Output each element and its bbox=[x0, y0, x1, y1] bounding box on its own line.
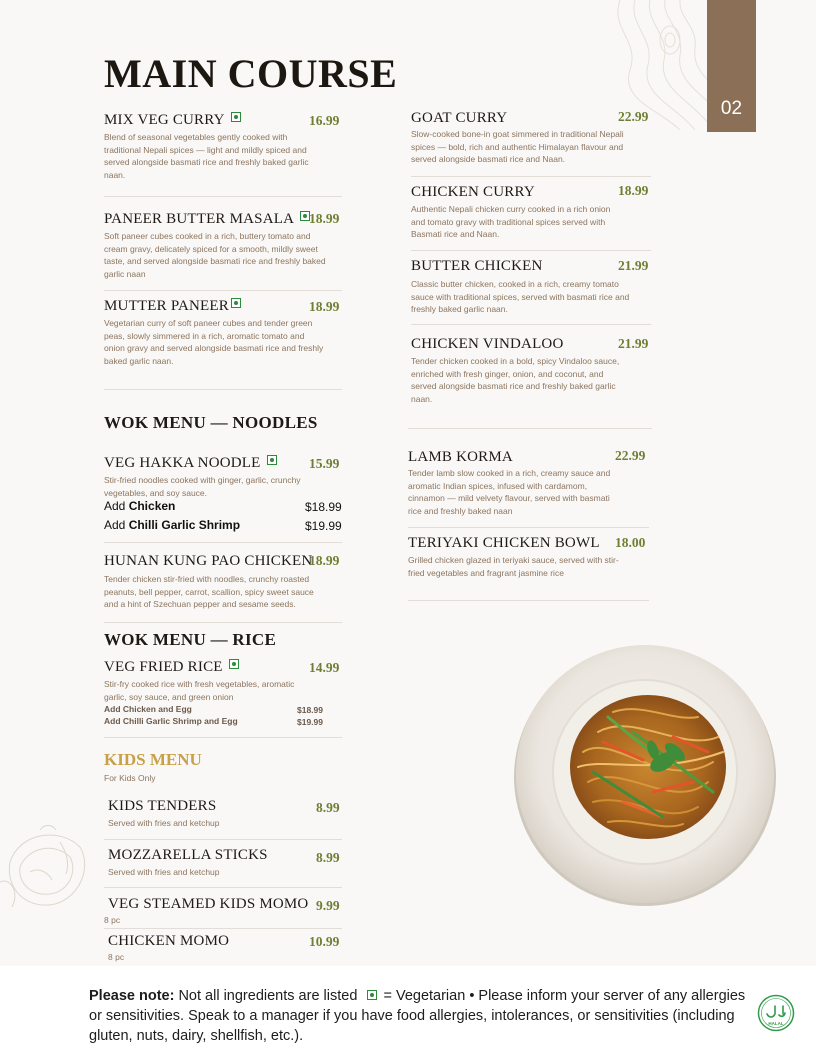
vegetarian-icon bbox=[231, 112, 241, 122]
menu-item-description: Stir-fry cooked rice with fresh vegetables, aromatic garlic, soy sauce, and green onion bbox=[104, 679, 295, 702]
menu-item-price: 14.99 bbox=[309, 660, 340, 675]
divider bbox=[104, 737, 342, 738]
noodle-dish-image bbox=[513, 642, 778, 907]
menu-item-description: Vegetarian curry of soft paneer cubes and tender green peas, slowly simmered in a rich, aromatic tomato and onion gravy and served alongside basmati rice and freshly baked garlic naan. bbox=[104, 318, 324, 366]
section-title-kids: KIDS MENU bbox=[104, 750, 202, 769]
menu-item-price: 22.99 bbox=[615, 448, 646, 463]
menu-item-name: MUTTER PANEER bbox=[104, 298, 241, 315]
divider bbox=[104, 196, 342, 197]
halal-logo bbox=[757, 994, 795, 1032]
menu-item-price: 16.99 bbox=[309, 113, 340, 128]
divider bbox=[104, 542, 342, 543]
page-number-tab bbox=[707, 0, 756, 132]
menu-item-name: LAMB KORMA bbox=[408, 449, 513, 465]
addon-label: Add Chicken and Egg bbox=[104, 704, 192, 714]
divider bbox=[104, 389, 342, 390]
divider bbox=[408, 600, 649, 601]
menu-item-name: GOAT CURRY bbox=[411, 110, 508, 126]
divider bbox=[411, 250, 651, 251]
menu-item-name: KIDS TENDERS bbox=[108, 798, 217, 814]
vegetarian-icon bbox=[367, 990, 377, 1000]
divider bbox=[104, 290, 342, 291]
menu-item-price: 22.99 bbox=[618, 109, 649, 124]
menu-item-price: 18.99 bbox=[309, 299, 340, 314]
menu-item-price: 18.99 bbox=[309, 553, 340, 568]
addon-price: $19.99 bbox=[305, 519, 342, 533]
menu-item-name: VEG FRIED RICE bbox=[104, 659, 239, 676]
menu-item-name: MIX VEG CURRY bbox=[104, 112, 241, 129]
menu-item-description: 8 pc bbox=[108, 952, 125, 962]
divider bbox=[408, 527, 649, 528]
menu-item-description: Grilled chicken glazed in teriyaki sauce, served with stir-fried vegetables and fragrant jasmine rice bbox=[408, 555, 619, 578]
menu-item-name: BUTTER CHICKEN bbox=[411, 258, 543, 274]
menu-item-price: 18.00 bbox=[615, 535, 646, 550]
menu-item-description: Served with fries and ketchup bbox=[108, 818, 220, 828]
menu-item-description: 8 pc bbox=[104, 915, 121, 925]
menu-item-price: 8.99 bbox=[316, 850, 340, 865]
kids-subtitle: For Kids Only bbox=[104, 773, 156, 783]
menu-item-name: MOZZARELLA STICKS bbox=[108, 847, 268, 863]
page-number: 02 bbox=[720, 98, 743, 119]
menu-item-name: TERIYAKI CHICKEN BOWL bbox=[408, 535, 600, 551]
page-title: MAIN COURSE bbox=[104, 51, 398, 96]
section-title-wok-rice: WOK MENU — RICE bbox=[104, 630, 277, 649]
menu-item-price: 9.99 bbox=[316, 898, 340, 913]
menu-item-description: Tender chicken stir-fried with noodles, crunchy roasted peanuts, bell pepper, carrot, scallion, spicy sweet sauce and a hint of Szechuan pepper and sesame seeds. bbox=[104, 574, 314, 609]
vegetarian-icon bbox=[229, 659, 239, 669]
vegetarian-icon bbox=[231, 298, 241, 308]
addon-label: Add Chicken bbox=[104, 499, 176, 513]
menu-item-name: VEG STEAMED KIDS MOMO bbox=[108, 896, 309, 912]
menu-item-name: HUNAN KUNG PAO CHICKEN bbox=[104, 553, 313, 569]
divider bbox=[408, 428, 652, 429]
menu-item-price: 18.99 bbox=[618, 183, 649, 198]
divider bbox=[104, 622, 342, 623]
divider bbox=[411, 176, 651, 177]
menu-item-name: CHICKEN VINDALOO bbox=[411, 336, 564, 352]
divider bbox=[104, 839, 342, 840]
menu-item-description: Served with fries and ketchup bbox=[108, 867, 220, 877]
addon-price: $18.99 bbox=[305, 500, 342, 514]
addon-label: Add Chilli Garlic Shrimp bbox=[104, 518, 241, 532]
menu-item-description: Stir-fried noodles cooked with ginger, garlic, crunchy vegetables, and soy sauce. bbox=[104, 475, 301, 498]
menu-item-description: Classic butter chicken, cooked in a rich, creamy tomato sauce with traditional spices, served with basmati rice and freshly baked garlic naan. bbox=[411, 279, 630, 314]
divider bbox=[104, 887, 342, 888]
menu-item-price: 15.99 bbox=[309, 456, 340, 471]
menu-item-name: VEG HAKKA NOODLE bbox=[104, 455, 277, 472]
menu-item-price: 21.99 bbox=[618, 258, 649, 273]
vegetable-sketch-decoration bbox=[0, 822, 92, 912]
menu-item-description: Tender chicken cooked in a bold, spicy Vindaloo sauce, enriched with fresh ginger, onion, and coconut, and served alongside basmati rice and freshly baked garlic naan. bbox=[411, 356, 620, 404]
menu-item-name: PANEER BUTTER MASALA bbox=[104, 211, 310, 228]
menu-item-description: Soft paneer cubes cooked in a rich, buttery tomato and cream gravy, delicately spiced for a smooth, mildly sweet taste, and served alongside basmati rice and freshly baked garlic naan bbox=[104, 231, 326, 279]
divider bbox=[411, 324, 651, 325]
menu-item-description: Blend of seasonal vegetables gently cooked with traditional Nepali spices — light and mildly spiced and served alongside basmati rice and freshly baked garlic naan. bbox=[104, 132, 309, 180]
menu-item-description: Slow-cooked bone-in goat simmered in traditional Nepali spices — bold, rich and authentic Himalayan flavour and served alongside basmati rice and Naan. bbox=[411, 129, 624, 164]
addon-price: $19.99 bbox=[297, 717, 323, 727]
divider bbox=[104, 928, 342, 929]
menu-item-name: CHICKEN CURRY bbox=[411, 184, 535, 200]
menu-item-price: 21.99 bbox=[618, 336, 649, 351]
vegetarian-icon bbox=[267, 455, 277, 465]
menu-item-description: Authentic Nepali chicken curry cooked in a rich onion and tomato gravy with traditional spices served with Basmati rice and Naan. bbox=[411, 204, 611, 239]
menu-item-description: Tender lamb slow cooked in a rich, creamy sauce and aromatic Indian spices, infused with cardamom, cinnamon — mild velvety flavour, served with basmati rice and freshly baked naan bbox=[408, 468, 611, 516]
addon-label: Add Chilli Garlic Shrimp and Egg bbox=[104, 716, 238, 726]
menu-item-price: 18.99 bbox=[309, 211, 340, 226]
section-title-wok-noodles: WOK MENU — NOODLES bbox=[104, 413, 318, 432]
menu-item-price: 8.99 bbox=[316, 800, 340, 815]
halal-logo-text: HALAL bbox=[768, 1021, 784, 1026]
menu-item-price: 10.99 bbox=[309, 934, 340, 949]
addon-price: $18.99 bbox=[297, 705, 323, 715]
menu-item-name: CHICKEN MOMO bbox=[108, 933, 230, 949]
allergy-note: Please note: Not all ingredients are listed = Vegetarian • Please inform your server of any allergies or sensitivities. Speak to a manager if you have food allergies, intolerances, or sensitivities (including gluten, nuts, dairy, shellfish, etc.). bbox=[89, 988, 746, 1044]
